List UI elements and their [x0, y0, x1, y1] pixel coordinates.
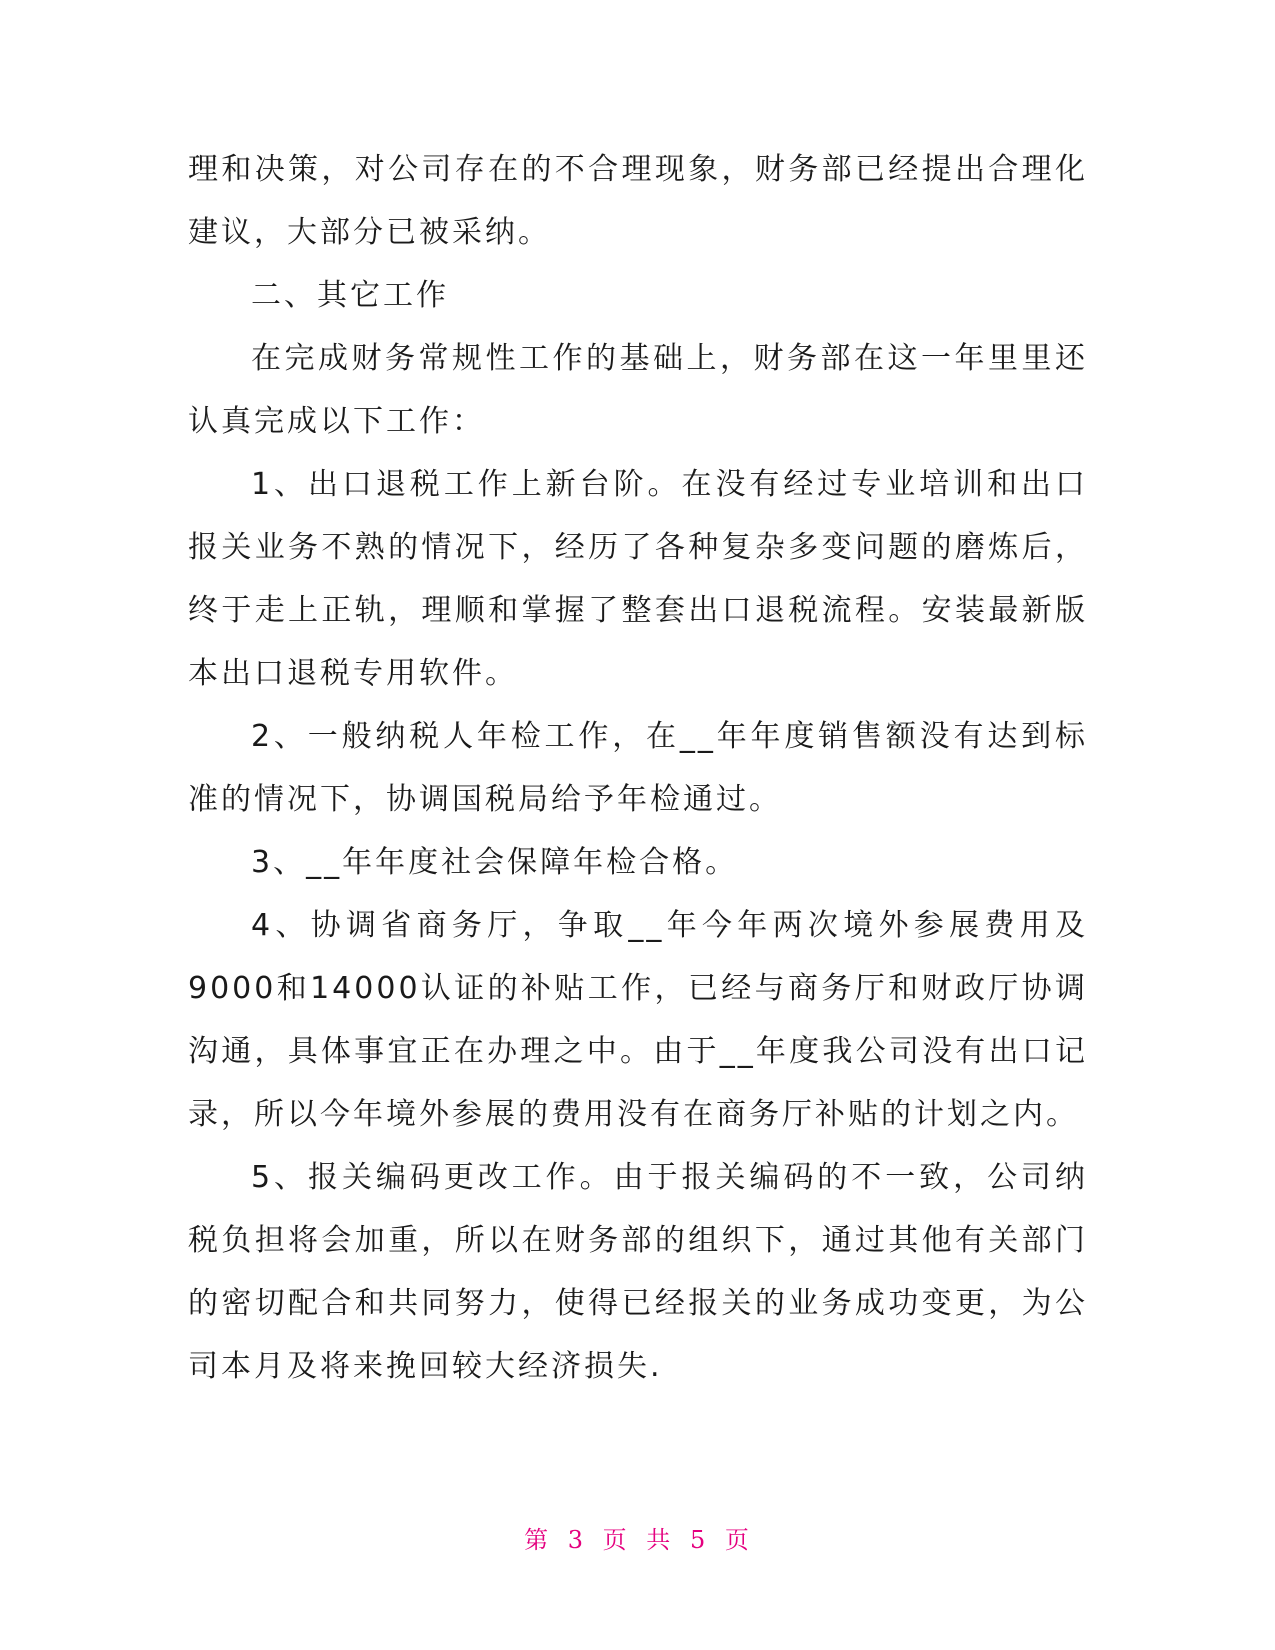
list-item-4: 4、协调省商务厅，争取__年今年两次境外参展费用及9000和14000认证的补贴工作，已经与商务厅和财政厅协调沟通，具体事宜正在办理之中。由于__年度我公司没有出口记录，所以今年境外参展的费用没有在商务厅补贴的计划之内。: [188, 908, 1088, 1132]
paragraph-intro: 在完成财务常规性工作的基础上，财务部在这一年里里还认真完成以下工作：: [188, 341, 1088, 439]
paragraph-continuation: 理和决策，对公司存在的不合理现象，财务部已经提出合理化建议，大部分已被采纳。: [188, 152, 1088, 250]
document-body: [188, 138, 1088, 1398]
list-item-3: 3、__年年度社会保障年检合格。: [251, 845, 739, 880]
section-heading-other-work: 二、其它工作: [251, 278, 449, 313]
list-item-2: 2、一般纳税人年检工作，在__年年度销售额没有达到标准的情况下，协调国税局给予年检通过。: [188, 719, 1088, 817]
list-item-5: 5、报关编码更改工作。由于报关编码的不一致，公司纳税负担将会加重，所以在财务部的组织下，通过其他有关部门的密切配合和共同努力，使得已经报关的业务成功变更，为公司本月及将来挽回较大经济损失.: [188, 1160, 1088, 1384]
page-number-footer: 第 3 页 共 5 页: [524, 1526, 751, 1554]
list-item-1: 1、出口退税工作上新台阶。在没有经过专业培训和出口报关业务不熟的情况下，经历了各种复杂多变问题的磨炼后，终于走上正轨，理顺和掌握了整套出口退税流程。安装最新版本出口退税专用软件。: [188, 467, 1088, 691]
